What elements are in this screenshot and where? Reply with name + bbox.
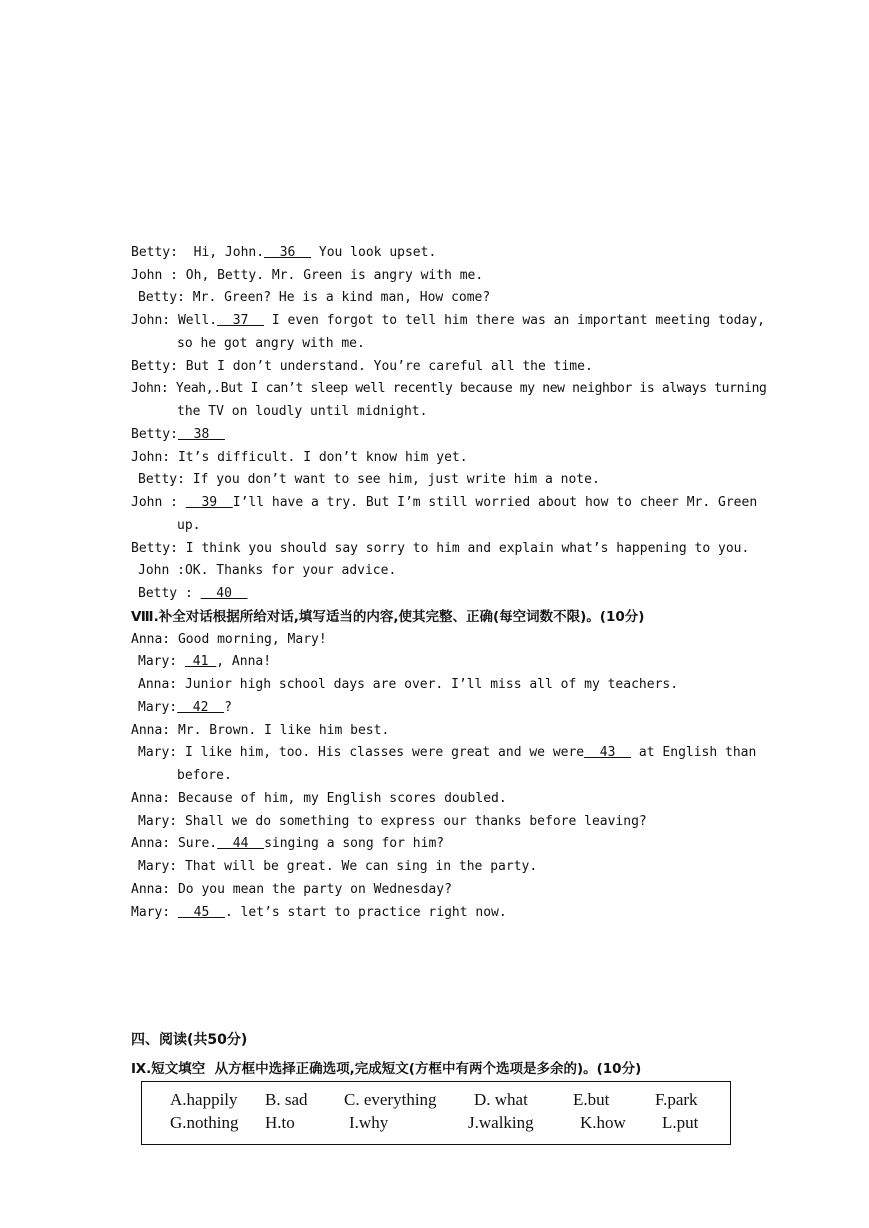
answer-blank-36[interactable]: 36 [264,245,312,260]
option-f: F.park [655,1090,698,1109]
dialogue-line: Mary: That will be great. We can sing in the party. [138,859,538,874]
option-k: K.how [580,1113,626,1132]
answer-blank-43[interactable]: 43 [584,745,632,760]
dialogue-line: up. [177,518,201,533]
section-9-heading: Ⅸ.短文填空 从方框中选择正确选项,完成短文(方框中有两个选项是多余的)。(10分) [131,1061,642,1077]
dialogue-line: Anna: Mr. Brown. I like him best. [131,723,390,738]
option-j: J.walking [468,1113,534,1132]
dialogue-line: John: It’s difficult. I don’t know him yet. [131,450,468,465]
option-h: H.to [265,1113,295,1132]
dialogue-line: Anna: Good morning, Mary! [131,632,327,647]
dialogue-line: Betty: Hi, John. 36 You look upset. [131,245,437,260]
dialogue-line: Betty: If you don’t want to see him, just write him a note. [138,472,600,487]
answer-blank-37[interactable]: 37 [217,313,265,328]
dialogue-line: Anna: Junior high school days are over. I’ll miss all of my teachers. [138,677,679,692]
option-c: C. everything [344,1090,437,1109]
dialogue-line: Mary: I like him, too. His classes were great and we were 43 at English than [138,745,757,760]
option-d: D. what [474,1090,528,1109]
answer-blank-44[interactable]: 44 [217,836,265,851]
dialogue-line: before. [177,768,232,783]
option-e: E.but [573,1090,610,1109]
dialogue-line: John :OK. Thanks for your advice. [138,563,397,578]
option-g: G.nothing [170,1113,239,1132]
dialogue-line: Betty: I think you should say sorry to him and explain what’s happening to you. [131,541,750,556]
dialogue-line: Mary: Shall we do something to express our thanks before leaving? [138,814,647,829]
answer-blank-39[interactable]: 39 [185,495,233,510]
dialogue-line: Mary: 42 ? [138,700,232,715]
dialogue-line: Mary: 45 . let’s start to practice right now. [131,905,507,920]
dialogue-line: Mary: 41 , Anna! [138,654,272,669]
option-b: B. sad [265,1090,308,1109]
dialogue-line: John : 39 I’ll have a try. But I’m still worried about how to cheer Mr. Green [131,495,758,510]
dialogue-line: Anna: Because of him, my English scores doubled. [131,791,507,806]
dialogue-line: Betty : 40 [138,586,248,601]
dialogue-line: John: Yeah,.But I can’t sleep well recently because my new neighbor is always turning [131,381,767,396]
option-l: L.put [662,1113,699,1132]
dialogue-line: John : Oh, Betty. Mr. Green is angry with me. [131,268,484,283]
dialogue-line: Betty: But I don’t understand. You’re careful all the time. [131,359,593,374]
dialogue-line: the TV on loudly until midnight. [177,404,428,419]
dialogue-line: Betty: Mr. Green? He is a kind man, How come? [138,290,491,305]
answer-blank-38[interactable]: 38 [177,427,225,442]
option-i: I.why [349,1113,389,1132]
answer-blank-42[interactable]: 42 [177,700,225,715]
section-4-heading: 四、阅读(共50分) [131,1032,248,1048]
option-a: A.happily [170,1090,238,1109]
section-8-heading: Ⅷ.补全对话根据所给对话,填写适当的内容,使其完整、正确(每空词数不限)。(10分) [131,609,645,625]
answer-blank-41[interactable]: 41 [184,654,217,669]
answer-blank-45[interactable]: 45 [177,905,225,920]
dialogue-line: Anna: Do you mean the party on Wednesday? [131,882,452,897]
dialogue-line: John: Well. 37 I even forgot to tell him there was an important meeting today, [131,313,765,328]
answer-blank-40[interactable]: 40 [200,586,248,601]
dialogue-line: Betty: 38 [131,427,225,442]
dialogue-line: Anna: Sure. 44 singing a song for him? [131,836,445,851]
dialogue-line: so he got angry with me. [177,336,365,351]
